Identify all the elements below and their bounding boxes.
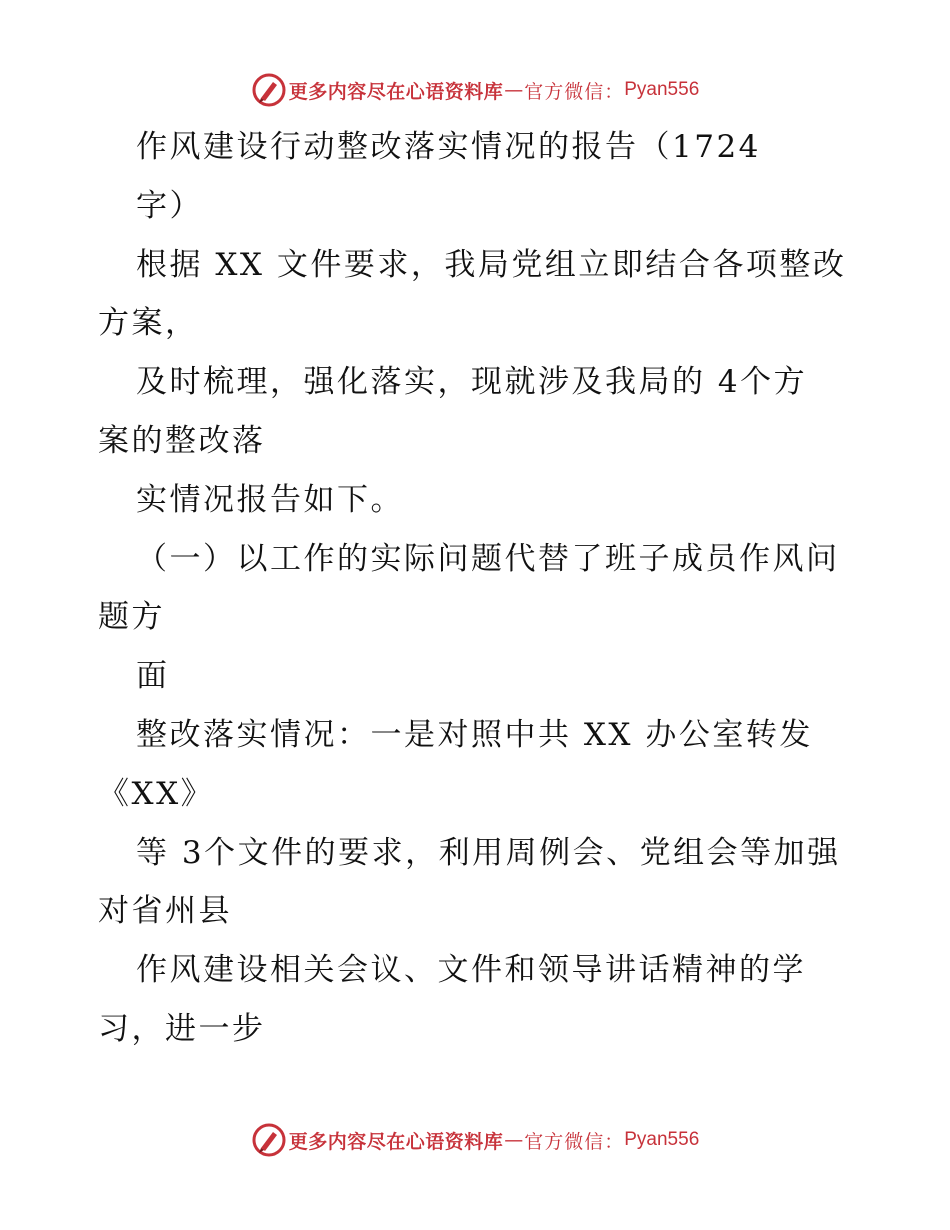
watermark-id: Pyan556 — [624, 1129, 700, 1150]
paragraph-line: 作风建设相关会议、文件和领导讲话精神的学 — [136, 952, 806, 989]
watermark-label: 官方微信： — [524, 80, 625, 103]
paragraph-line: 及时梳理，强化落实，现就涉及我局的 4个方 — [136, 364, 808, 401]
watermark-text: 更多内容尽在心语资料库 — [288, 1130, 504, 1153]
watermark-label: 官方微信： — [524, 1130, 625, 1153]
paragraph-line: 根据 XX 文件要求，我局党组立即结合各项整改 — [136, 246, 847, 283]
section-heading-line: 面 — [136, 658, 170, 695]
paragraph-line: 整改落实情况：一是对照中共 XX 办公室转发 — [136, 716, 813, 753]
watermark-separator: — — [504, 79, 524, 101]
pen-circle-logo-icon — [251, 1122, 287, 1158]
paragraph-line: 《XX》 — [98, 775, 215, 812]
watermark-text: 更多内容尽在心语资料库 — [288, 80, 504, 103]
document-body — [98, 118, 858, 1059]
paragraph-line: 习，进一步 — [98, 1010, 266, 1047]
header-watermark — [0, 70, 950, 110]
pen-circle-logo-icon — [251, 72, 287, 108]
document-title-line: 作风建设行动整改落实情况的报告（1724 — [136, 129, 761, 165]
footer-watermark — [0, 1120, 950, 1160]
paragraph-line: 实情况报告如下。 — [136, 481, 404, 518]
watermark-separator: — — [504, 1129, 524, 1151]
paragraph-line: 对省州县 — [98, 893, 232, 930]
section-heading-line: （一）以工作的实际问题代替了班子成员作风问 — [136, 540, 840, 577]
paragraph-line: 方案， — [98, 305, 199, 342]
paragraph-line: 案的整改落 — [98, 422, 266, 459]
document-title-line: 字） — [136, 187, 203, 224]
paragraph-line: 等 3个文件的要求，利用周例会、党组会等加强 — [136, 834, 841, 871]
watermark-id: Pyan556 — [624, 79, 700, 100]
section-heading-line: 题方 — [98, 599, 165, 636]
